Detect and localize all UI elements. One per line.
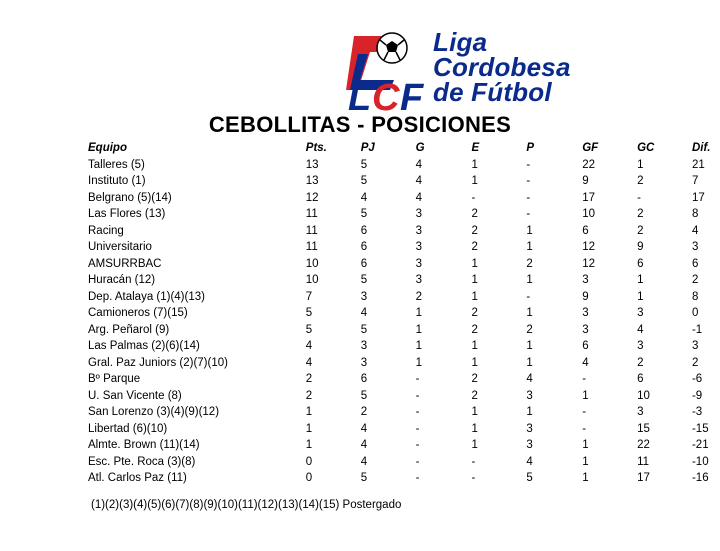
lcf-emblem-icon bbox=[340, 30, 440, 114]
cell-g: - bbox=[415, 389, 420, 402]
cell-g: - bbox=[415, 406, 420, 418]
cell-dif: 7 bbox=[691, 175, 699, 187]
cell-gf: 17 bbox=[582, 191, 595, 204]
liga-cordobesa-logo bbox=[340, 27, 610, 114]
cell-pj: 5 bbox=[360, 274, 368, 286]
cell-gf: 6 bbox=[582, 340, 589, 352]
cell-pj: 5 bbox=[360, 472, 368, 484]
cell-gc: 2 bbox=[637, 224, 644, 237]
cell-g: 4 bbox=[415, 175, 422, 187]
cell-pj: 5 bbox=[360, 323, 368, 336]
cell-e: 1 bbox=[471, 422, 478, 435]
cell-p: 3 bbox=[526, 439, 533, 451]
cell-team: Racing bbox=[88, 224, 124, 237]
cell-pts: 13 bbox=[305, 158, 319, 171]
cell-p: 1 bbox=[526, 356, 533, 369]
cell-team: Las Palmas (2)(6)(14) bbox=[88, 340, 200, 352]
cell-p: - bbox=[526, 290, 531, 303]
table-row bbox=[88, 173, 720, 190]
cell-e: 2 bbox=[471, 241, 478, 253]
table-row bbox=[88, 338, 720, 355]
cell-dif: 3 bbox=[691, 241, 699, 253]
cell-gf: 3 bbox=[582, 274, 589, 286]
header-equipo: Equipo bbox=[88, 142, 127, 154]
cell-gf: - bbox=[582, 422, 587, 435]
cell-g: - bbox=[415, 439, 420, 451]
table-row bbox=[88, 223, 720, 240]
cell-g: 1 bbox=[415, 307, 422, 319]
cell-pts: 12 bbox=[305, 191, 319, 204]
cell-gf: 4 bbox=[582, 356, 589, 369]
cell-p: 1 bbox=[526, 274, 533, 286]
cell-gf: 3 bbox=[582, 323, 589, 336]
table-header-row bbox=[88, 140, 720, 157]
table-row bbox=[88, 272, 720, 289]
cell-gf: 1 bbox=[582, 472, 589, 484]
cell-pts: 2 bbox=[305, 373, 313, 385]
cell-dif: -1 bbox=[691, 323, 703, 336]
footnote: (1)(2)(3)(4)(5)(6)(7)(8)(9)(10)(11)(12)(13)(14)(15) Postergado bbox=[91, 499, 402, 511]
cell-gc: 17 bbox=[637, 472, 650, 484]
cell-p: 4 bbox=[526, 455, 533, 468]
cell-gf: - bbox=[582, 406, 587, 418]
table-row bbox=[88, 190, 720, 207]
cell-gc: 10 bbox=[637, 389, 650, 402]
cell-g: - bbox=[415, 455, 420, 468]
cell-pj: 4 bbox=[360, 307, 368, 319]
page-title: CEBOLLITAS - POSICIONES bbox=[208, 112, 512, 137]
cell-gc: 3 bbox=[637, 340, 644, 352]
cell-g: 4 bbox=[415, 191, 422, 204]
cell-p: - bbox=[526, 158, 531, 171]
cell-gc: 2 bbox=[637, 356, 644, 369]
cell-g: 3 bbox=[415, 241, 422, 253]
cell-gc: 6 bbox=[637, 257, 644, 270]
table-body bbox=[88, 157, 720, 487]
cell-dif: 4 bbox=[691, 224, 699, 237]
cell-p: - bbox=[526, 191, 531, 204]
cell-gf: 9 bbox=[582, 175, 589, 187]
header-g: G bbox=[415, 142, 425, 154]
cell-pj: 4 bbox=[360, 191, 368, 204]
cell-pts: 5 bbox=[305, 323, 313, 336]
cell-e: 1 bbox=[471, 439, 478, 451]
table-row bbox=[88, 322, 720, 339]
cell-p: 1 bbox=[526, 340, 533, 352]
cell-team: AMSURRBAC bbox=[88, 257, 162, 270]
cell-dif: -9 bbox=[691, 389, 703, 402]
cell-gc: 3 bbox=[637, 406, 644, 418]
cell-gc: 9 bbox=[637, 241, 644, 253]
cell-g: 1 bbox=[415, 340, 422, 352]
table-row bbox=[88, 289, 720, 306]
cell-g: - bbox=[415, 373, 420, 385]
cell-pts: 1 bbox=[305, 422, 313, 435]
cell-team: Esc. Pte. Roca (3)(8) bbox=[88, 455, 196, 468]
cell-pts: 4 bbox=[305, 340, 313, 352]
cell-team: Dep. Atalaya (1)(4)(13) bbox=[88, 290, 205, 303]
table-row bbox=[88, 305, 720, 322]
cell-p: 3 bbox=[526, 422, 533, 435]
cell-e: 1 bbox=[471, 274, 478, 286]
svg-text:C: C bbox=[372, 77, 400, 114]
header-pj: PJ bbox=[360, 142, 375, 154]
cell-pts: 11 bbox=[305, 224, 318, 237]
cell-team: Huracán (12) bbox=[88, 274, 156, 286]
header-gf: GF bbox=[582, 142, 599, 154]
cell-p: 5 bbox=[526, 472, 533, 484]
cell-pts: 0 bbox=[305, 472, 313, 484]
table-row bbox=[88, 355, 720, 372]
cell-e: 2 bbox=[471, 389, 478, 402]
cell-pj: 5 bbox=[360, 389, 368, 402]
cell-e: 2 bbox=[471, 373, 478, 385]
cell-dif: -21 bbox=[691, 439, 709, 451]
logo-line-1: Liga bbox=[433, 27, 488, 57]
cell-gc: 2 bbox=[637, 208, 644, 220]
cell-pts: 10 bbox=[305, 257, 319, 270]
cell-e: 2 bbox=[471, 307, 478, 319]
cell-e: 1 bbox=[471, 158, 478, 171]
cell-pts: 5 bbox=[305, 307, 313, 319]
cell-p: 1 bbox=[526, 307, 533, 319]
cell-pts: 1 bbox=[305, 439, 313, 451]
table-row bbox=[88, 206, 720, 223]
cell-team: Belgrano (5)(14) bbox=[88, 191, 172, 204]
cell-dif: 6 bbox=[691, 257, 699, 270]
cell-gc: 15 bbox=[637, 422, 650, 435]
cell-e: - bbox=[471, 191, 476, 204]
cell-dif: 17 bbox=[691, 191, 705, 204]
cell-team: Las Flores (13) bbox=[88, 208, 166, 220]
header-dif: Dif. bbox=[691, 142, 711, 154]
cell-g: 3 bbox=[415, 224, 422, 237]
cell-gf: 10 bbox=[582, 208, 595, 220]
cell-dif: -10 bbox=[691, 455, 709, 468]
cell-pj: 5 bbox=[360, 158, 368, 171]
cell-e: 2 bbox=[471, 208, 478, 220]
table-row bbox=[88, 371, 720, 388]
table-row bbox=[88, 437, 720, 454]
cell-pts: 11 bbox=[305, 208, 318, 220]
cell-team: Atl. Carlos Paz (11) bbox=[88, 472, 187, 484]
standings-table bbox=[88, 140, 720, 487]
cell-p: 3 bbox=[526, 389, 533, 402]
cell-team: Instituto (1) bbox=[88, 175, 146, 187]
cell-g: 4 bbox=[415, 158, 422, 171]
header-pts: Pts. bbox=[305, 142, 327, 154]
cell-dif: -6 bbox=[691, 373, 703, 385]
cell-pj: 4 bbox=[360, 422, 368, 435]
cell-pts: 2 bbox=[305, 389, 313, 402]
cell-pts: 1 bbox=[305, 406, 313, 418]
cell-pj: 5 bbox=[360, 208, 368, 220]
cell-gf: - bbox=[582, 373, 587, 385]
header-p: P bbox=[526, 142, 534, 154]
cell-dif: -3 bbox=[691, 406, 703, 418]
cell-dif: 8 bbox=[691, 290, 699, 303]
table-row bbox=[88, 256, 720, 273]
cell-dif: 8 bbox=[691, 208, 699, 220]
table-row bbox=[88, 388, 720, 405]
cell-gc: 11 bbox=[637, 455, 650, 468]
svg-text:F: F bbox=[400, 77, 424, 114]
cell-gf: 12 bbox=[582, 241, 595, 253]
cell-gc: 1 bbox=[637, 290, 644, 303]
cell-g: 1 bbox=[415, 323, 422, 336]
cell-team: Camioneros (7)(15) bbox=[88, 307, 188, 319]
cell-dif: 3 bbox=[691, 340, 699, 352]
cell-gc: 4 bbox=[637, 323, 644, 336]
cell-dif: 2 bbox=[691, 274, 699, 286]
logo-text bbox=[433, 27, 613, 107]
cell-p: - bbox=[526, 208, 531, 220]
cell-p: 2 bbox=[526, 323, 533, 336]
cell-dif: 2 bbox=[691, 356, 699, 369]
cell-pj: 4 bbox=[360, 455, 368, 468]
cell-team: Arg. Peñarol (9) bbox=[88, 323, 170, 336]
cell-gc: 3 bbox=[637, 307, 644, 319]
cell-gc: 6 bbox=[637, 373, 644, 385]
cell-e: 1 bbox=[471, 290, 478, 303]
cell-pj: 4 bbox=[360, 439, 368, 451]
header-gc: GC bbox=[637, 142, 655, 154]
cell-e: 1 bbox=[471, 257, 478, 270]
cell-e: 1 bbox=[471, 406, 478, 418]
cell-team: San Lorenzo (3)(4)(9)(12) bbox=[88, 406, 220, 418]
cell-g: - bbox=[415, 472, 420, 484]
cell-gf: 12 bbox=[582, 257, 595, 270]
cell-pj: 3 bbox=[360, 356, 368, 369]
cell-gf: 1 bbox=[582, 389, 589, 402]
cell-pj: 3 bbox=[360, 340, 368, 352]
table-row bbox=[88, 404, 720, 421]
cell-pts: 10 bbox=[305, 274, 319, 286]
cell-team: Gral. Paz Juniors (2)(7)(10) bbox=[88, 356, 228, 369]
cell-gf: 3 bbox=[582, 307, 589, 319]
table-row bbox=[88, 239, 720, 256]
cell-gc: - bbox=[637, 191, 641, 204]
cell-dif: -16 bbox=[691, 472, 709, 484]
logo-line-3: de Fútbol bbox=[433, 77, 552, 107]
cell-pts: 0 bbox=[305, 455, 313, 468]
cell-dif: 0 bbox=[691, 307, 699, 319]
cell-e: 1 bbox=[471, 340, 478, 352]
cell-gc: 2 bbox=[637, 175, 644, 187]
cell-pj: 6 bbox=[360, 241, 368, 253]
cell-g: 3 bbox=[415, 208, 422, 220]
cell-gf: 6 bbox=[582, 224, 589, 237]
cell-pts: 11 bbox=[305, 241, 318, 253]
cell-g: 3 bbox=[415, 257, 422, 270]
cell-p: 1 bbox=[526, 406, 533, 418]
cell-pj: 2 bbox=[360, 406, 368, 418]
cell-g: 2 bbox=[415, 290, 422, 303]
cell-team: Universitario bbox=[88, 241, 152, 253]
cell-gf: 22 bbox=[582, 158, 595, 171]
cell-gc: 1 bbox=[637, 274, 644, 286]
cell-e: 2 bbox=[471, 323, 478, 336]
cell-g: 1 bbox=[415, 356, 422, 369]
cell-dif: -15 bbox=[691, 422, 709, 435]
cell-g: - bbox=[415, 422, 420, 435]
cell-p: 2 bbox=[526, 257, 533, 270]
cell-pts: 7 bbox=[305, 290, 313, 303]
cell-gf: 1 bbox=[582, 455, 589, 468]
cell-team: U. San Vicente (8) bbox=[88, 389, 182, 402]
cell-gc: 22 bbox=[637, 439, 650, 451]
lcf-monogram: L bbox=[348, 77, 372, 114]
cell-pj: 6 bbox=[360, 224, 368, 237]
cell-g: 3 bbox=[415, 274, 422, 286]
cell-pts: 4 bbox=[305, 356, 313, 369]
cell-dif: 21 bbox=[691, 158, 705, 171]
cell-gf: 1 bbox=[582, 439, 589, 451]
soccer-ball-icon bbox=[377, 33, 407, 63]
cell-gf: 9 bbox=[582, 290, 589, 303]
cell-p: 1 bbox=[526, 224, 533, 237]
cell-e: 1 bbox=[471, 175, 478, 187]
cell-e: - bbox=[471, 472, 476, 484]
table-row bbox=[88, 454, 720, 471]
cell-p: 4 bbox=[526, 373, 533, 385]
cell-pj: 3 bbox=[360, 290, 368, 303]
logo-line-2: Cordobesa bbox=[433, 52, 571, 82]
cell-p: 1 bbox=[526, 241, 533, 253]
cell-team: Talleres (5) bbox=[88, 158, 145, 171]
cell-pj: 6 bbox=[360, 373, 368, 385]
cell-e: 1 bbox=[471, 356, 478, 369]
cell-pts: 13 bbox=[305, 175, 319, 187]
cell-e: - bbox=[471, 455, 476, 468]
cell-e: 2 bbox=[471, 224, 478, 237]
cell-pj: 6 bbox=[360, 257, 368, 270]
cell-team: Almte. Brown (11)(14) bbox=[88, 439, 200, 451]
cell-p: - bbox=[526, 175, 531, 187]
table-row bbox=[88, 157, 720, 174]
table-row bbox=[88, 470, 720, 487]
cell-team: Libertad (6)(10) bbox=[88, 422, 168, 435]
cell-gc: 1 bbox=[637, 158, 644, 171]
cell-pj: 5 bbox=[360, 175, 368, 187]
cell-team: Bº Parque bbox=[88, 373, 141, 385]
header-e: E bbox=[471, 142, 480, 154]
table-row bbox=[88, 421, 720, 438]
